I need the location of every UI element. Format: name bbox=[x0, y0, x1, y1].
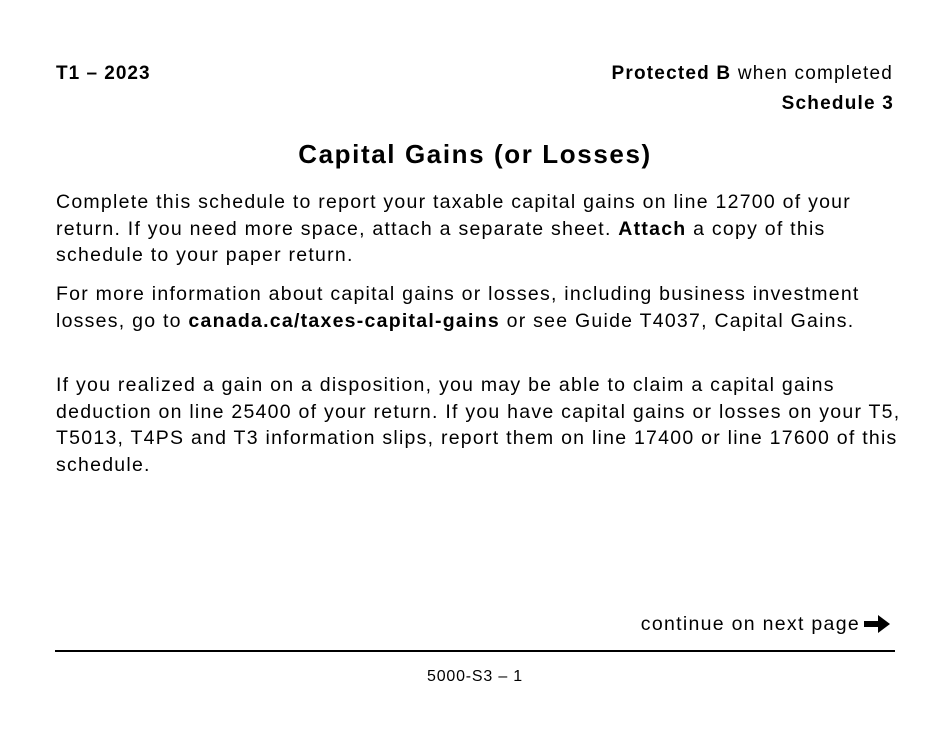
info-paragraph bbox=[56, 281, 901, 334]
continue-label: continue on next page bbox=[640, 612, 860, 635]
intro-end: a copy of this schedule to your paper return. bbox=[56, 217, 826, 266]
protected-label: Protected B bbox=[611, 63, 732, 84]
page-title: Capital Gains (or Losses) bbox=[298, 139, 652, 169]
schedule-label: Schedule 3 bbox=[781, 93, 894, 114]
deduction-paragraph: If you realized a gain on a disposition, you may be able to claim a capital gains deduction on line 25400 of your return. If you have capital gains or losses on your T5, T5013, T4PS and T3 information slips, report them on line 17400 or line 17600 of this schedule. bbox=[56, 374, 901, 476]
info-text: For more information about capital gains or losses, including business investment losses, go to bbox=[56, 283, 860, 332]
footer-divider bbox=[55, 650, 895, 652]
continue-next-page[interactable] bbox=[641, 612, 892, 636]
page-code: 5000-S3 – 1 bbox=[427, 668, 523, 685]
form-id: T1 – 2023 bbox=[56, 63, 151, 84]
intro-paragraph bbox=[56, 189, 901, 269]
info-end: or see Guide T4037, Capital Gains. bbox=[499, 309, 855, 332]
arrow-right-icon bbox=[862, 612, 892, 636]
protected-notice bbox=[612, 63, 894, 85]
protected-suffix: when completed bbox=[731, 63, 893, 84]
attach-emphasis: Attach bbox=[618, 217, 687, 240]
capital-gains-link[interactable]: canada.ca/taxes-capital-gains bbox=[188, 309, 500, 332]
intro-text: Complete this schedule to report your taxable capital gains on line 12700 of your return. If you need more space, attach a separate sheet. bbox=[56, 191, 852, 240]
